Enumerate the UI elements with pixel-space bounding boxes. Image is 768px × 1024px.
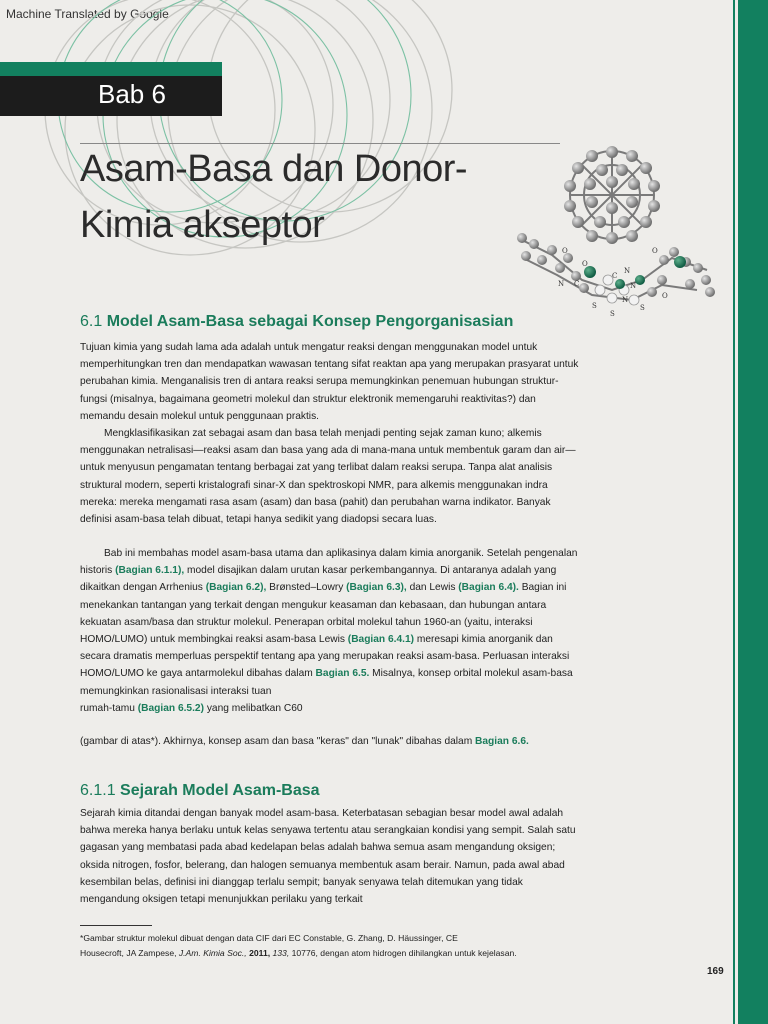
paragraph: Mengklasifikasikan zat sebagai asam dan basa telah menjadi penting sejak zaman kuno; alkemis menggunakan netralisasi—reaksi asam dan basa yang ada di mana-mana untuk membentuk garam dan air—untuk menyusun pengamatan tentang berbagai zat yang terlibat dalam reaksi serupa. Tanpa alat analisis struktural modern, seperti kristalografi sinar-X dan spektroskopi NMR, para alkemis menggunakan indra mereka: mereka mengamati rasa asam (asam) dan basa (pahit) dan perubahan warna indikator. Banyak definisi asam-basa telah dibuat, tetapi hanya sedikit yang diadopsi secara luas. bbox=[80, 428, 576, 526]
section-ref-link[interactable]: (Bagian 6.1.1), bbox=[115, 565, 185, 577]
atom-label: N bbox=[630, 282, 637, 290]
text-run: Bagian ini menekankan tantangan yang terkait dengan mengukur keasaman dan kebasaan, dan hubungan antara kekuatan asam/basa dan struktur molekul. Penerapan orbital molekul tahun 1960-an (yaitu, interaksi HOMO/LUMO) untuk membingkai reaksi asam-basa Lewis bbox=[80, 582, 567, 646]
section-number: 6.1 bbox=[80, 313, 103, 330]
atom-label: O bbox=[662, 292, 668, 300]
atom-label: O bbox=[562, 247, 568, 255]
footnote-line-1: *Gambar struktur molekul dibuat dengan data CIF dari EC Constable, G. Zhang, D. Häussinger, CE bbox=[80, 933, 458, 943]
section-ref-link[interactable]: (Bagian 6.4.1) bbox=[347, 634, 415, 646]
journal-name: J.Am. Kimia Soc., bbox=[178, 948, 247, 958]
journal-year: 2011, bbox=[246, 948, 271, 958]
atom-label: C bbox=[574, 280, 580, 288]
atom-label: N bbox=[624, 267, 631, 275]
paragraph: Sejarah kimia ditandai dengan banyak model asam-basa. Keterbatasan sebagian besar model awal adalah bahwa mereka hanya berlaku untuk kelas senyawa tertentu atau serangkaian kondisi yang sempit. Salah satu gagasan yang membatasi pada abad kedelapan belas adalah bahwa semua asam mengandung oksigen; oksida nitrogen, fosfor, belerang, dan halogen semuanya membentuk asam berair. Namun, pada awal abad kesembilan belas, definisi ini dianggap terlalu sempit; banyak senyawa telah ditemukan yang tidak mengandung oksigen tetapi menunjukkan perilaku yang terkait bbox=[80, 808, 576, 906]
section-title: Sejarah Model Asam-Basa bbox=[120, 782, 320, 799]
section-ref-link[interactable]: (Bagian 6.4). bbox=[458, 582, 519, 594]
section-ref-link[interactable]: (Bagian 6.2), bbox=[205, 582, 267, 594]
chapter-title-line-2: Kimia akseptor bbox=[80, 204, 325, 246]
section-ref-link[interactable]: Bagian 6.5. bbox=[315, 668, 370, 680]
text-run: model disajikan dalam urutan kasar perkembangannya. Di antaranya adalah yang dikaitkan dengan Arrhenius bbox=[80, 565, 557, 594]
text-run: meresapi kimia anorganik dan secara dramatis memperluas perspektif tentang apa yang merupakan reaksi asam-basa. Perluasan interaksi HOMO/LUMO ke gaya antarmolekul dibahas dalam bbox=[80, 634, 570, 680]
machine-translated-label: Machine Translated by Google bbox=[6, 7, 169, 21]
atom-label: S bbox=[610, 310, 615, 318]
footnote-rule bbox=[80, 925, 152, 926]
section-ref-link[interactable]: (Bagian 6.5.2) bbox=[137, 703, 204, 714]
text-run: Misalnya, konsep orbital molekul asam-basa memungkinkan rasionalisasi interaksi tuan bbox=[80, 668, 573, 697]
atom-label: C bbox=[612, 272, 618, 280]
paragraph: Tujuan kimia yang sudah lama ada adalah untuk mengatur reaksi dengan menggunakan model untuk memperhitungkan tren dan mendapatkan wawasan tentang sifat reaktan apa yang merupakan prasyarat untuk perubahan kimia. Menganalisis tren di antara reaksi serupa memungkinkan penemuan hubungan struktur-fungsi (misalnya, bagaimana geometri molekul dan struktur elektronik memengaruhi reaktivitas?) dan memandu desain molekul untuk penggunaan praktis. bbox=[80, 342, 579, 422]
paragraph bbox=[80, 700, 580, 717]
chapter-accent-bar bbox=[0, 62, 222, 76]
section-ref-link[interactable]: Bagian 6.6. bbox=[475, 736, 529, 747]
atom-label: O bbox=[652, 247, 658, 255]
section-heading-6-1-1 bbox=[80, 782, 320, 800]
section-heading-6-1 bbox=[80, 313, 513, 331]
text-run: Housecroft, JA Zampese, bbox=[80, 948, 179, 958]
section-number: 6.1.1 bbox=[80, 782, 116, 799]
text-run: dan Lewis bbox=[406, 582, 459, 594]
atom-label: S bbox=[592, 302, 597, 310]
atom-label: N bbox=[622, 296, 629, 304]
page-number: 169 bbox=[707, 966, 724, 977]
chapter-title-line-1: Asam-Basa dan Donor- bbox=[80, 148, 468, 190]
side-band-line bbox=[733, 0, 735, 1024]
chapter-label: Bab 6 bbox=[98, 79, 166, 109]
atom-label: N bbox=[558, 280, 565, 288]
atom-label: O bbox=[582, 260, 588, 268]
section-title: Model Asam-Basa sebagai Konsep Pengorganisasian bbox=[106, 313, 514, 330]
text-run: 10776, dengan atom hidrogen dihilangkan untuk kejelasan. bbox=[289, 948, 517, 958]
atom-label: S bbox=[640, 304, 645, 312]
text-run: Bab ini membahas model asam-basa utama dan aplikasinya dalam kimia anorganik. Setelah pengenalan historis bbox=[80, 548, 578, 577]
paragraph bbox=[80, 733, 580, 750]
c60-host-guest-molecule-icon bbox=[512, 140, 722, 320]
footnote bbox=[80, 931, 640, 961]
text-run: (gambar di atas*). Akhirnya, konsep asam dan basa "keras" dan "lunak" dibahas dalam bbox=[80, 736, 476, 747]
section-ref-link[interactable]: (Bagian 6.3), bbox=[346, 582, 407, 594]
text-run: yang melibatkan C60 bbox=[204, 703, 303, 714]
side-band bbox=[738, 0, 768, 1024]
chapter-title bbox=[80, 141, 520, 253]
text-run: rumah-tamu bbox=[80, 703, 138, 714]
journal-volume: 133, bbox=[270, 948, 290, 958]
text-run: Brønsted–Lowry bbox=[266, 582, 347, 594]
paragraph bbox=[80, 545, 580, 700]
